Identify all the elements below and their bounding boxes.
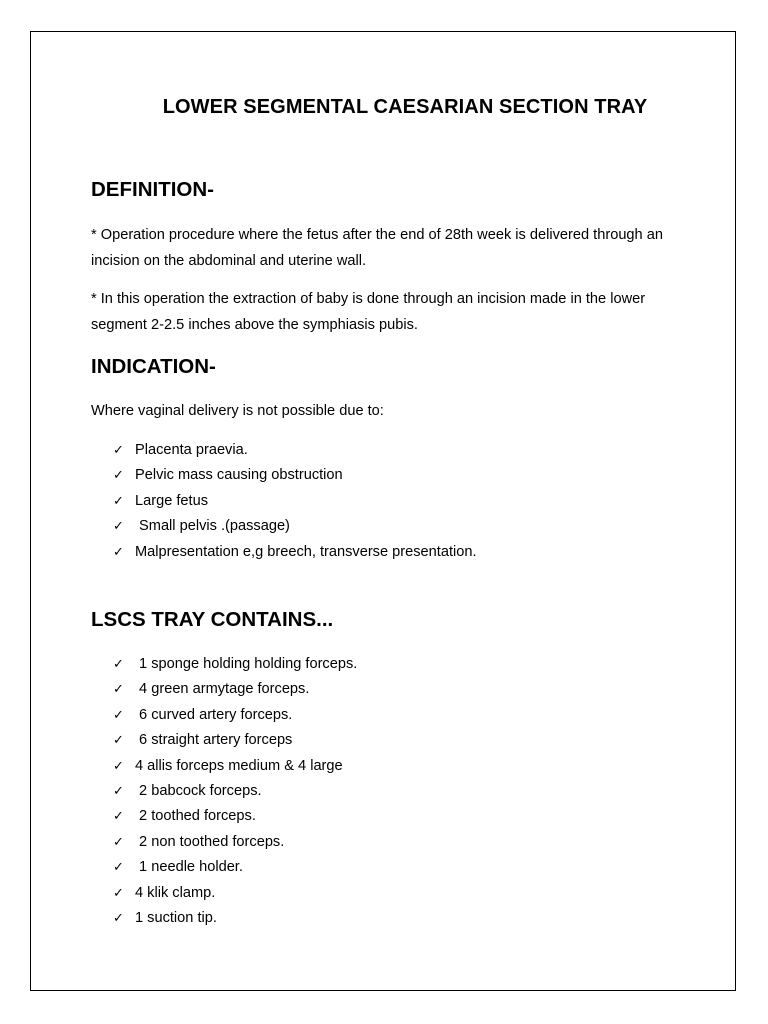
checkmark-icon: ✓ — [113, 809, 124, 825]
list-item-label: 4 green armytage forceps. — [135, 681, 310, 698]
list-item-label: Small pelvis .(passage) — [135, 518, 290, 535]
list-item — [113, 438, 477, 463]
list-item — [113, 855, 357, 880]
checkmark-icon: ✓ — [113, 519, 124, 535]
list-item-label: Malpresentation e,g breech, transverse presentation. — [135, 543, 477, 560]
list-item-label: 1 sponge holding holding forceps. — [135, 656, 358, 672]
list-item-label: 4 klik clamp. — [135, 884, 216, 901]
list-item — [113, 703, 357, 728]
checkmark-icon: ✓ — [113, 834, 124, 850]
checkmark-icon: ✓ — [113, 682, 124, 698]
list-item — [113, 728, 357, 753]
tray-heading: LSCS TRAY CONTAINS... — [91, 608, 334, 631]
list-item — [113, 677, 357, 702]
tray-list — [113, 652, 357, 931]
list-item-label: 6 curved artery forceps. — [135, 706, 293, 723]
document-title: LOWER SEGMENTAL CAESARIAN SECTION TRAY — [162, 96, 648, 118]
list-item — [113, 514, 477, 539]
checkmark-icon: ✓ — [113, 657, 124, 672]
list-item — [113, 652, 357, 677]
checkmark-icon: ✓ — [113, 783, 124, 799]
list-item — [113, 540, 477, 565]
list-item-label: 2 non toothed forceps. — [135, 833, 285, 850]
definition-paragraph-1: * Operation procedure where the fetus after the end of 28th week is delivered through an incision on the abdominal and uterine wall. — [91, 227, 663, 269]
checkmark-icon: ✓ — [113, 758, 124, 774]
indication-list — [113, 438, 477, 565]
list-item-label: 1 suction tip. — [135, 909, 217, 926]
list-item — [113, 906, 357, 931]
checkmark-icon: ✓ — [113, 544, 124, 560]
checkmark-icon: ✓ — [113, 860, 124, 876]
list-item-label: Large fetus — [135, 492, 209, 509]
list-item-label: Pelvic mass causing obstruction — [135, 467, 343, 484]
checkmark-icon: ✓ — [113, 468, 124, 484]
list-item-label: 1 needle holder. — [135, 859, 243, 876]
checkmark-icon: ✓ — [113, 885, 124, 901]
list-item — [113, 754, 357, 779]
checkmark-icon: ✓ — [113, 910, 124, 926]
checkmark-icon: ✓ — [113, 443, 124, 458]
list-item-label: Placenta praevia. — [135, 442, 248, 458]
list-item-label: 2 toothed forceps. — [135, 808, 256, 825]
indication-heading: INDICATION- — [91, 355, 216, 378]
indication-intro: Where vaginal delivery is not possible due to: — [91, 403, 384, 419]
definition-heading: DEFINITION- — [91, 178, 214, 201]
list-item — [113, 830, 357, 855]
checkmark-icon: ✓ — [113, 707, 124, 723]
list-item-label: 2 babcock forceps. — [135, 782, 262, 799]
list-item — [113, 463, 477, 488]
checkmark-icon: ✓ — [113, 733, 124, 749]
list-item — [113, 804, 357, 829]
definition-paragraph-2: * In this operation the extraction of baby is done through an incision made in the lower segment 2-2.5 inches above the symphiasis pubis. — [91, 291, 646, 333]
list-item-label: 6 straight artery forceps — [135, 732, 293, 749]
list-item — [113, 881, 357, 906]
list-item — [113, 779, 357, 804]
list-item — [113, 489, 477, 514]
checkmark-icon: ✓ — [113, 493, 124, 509]
list-item-label: 4 allis forceps medium & 4 large — [135, 757, 343, 774]
